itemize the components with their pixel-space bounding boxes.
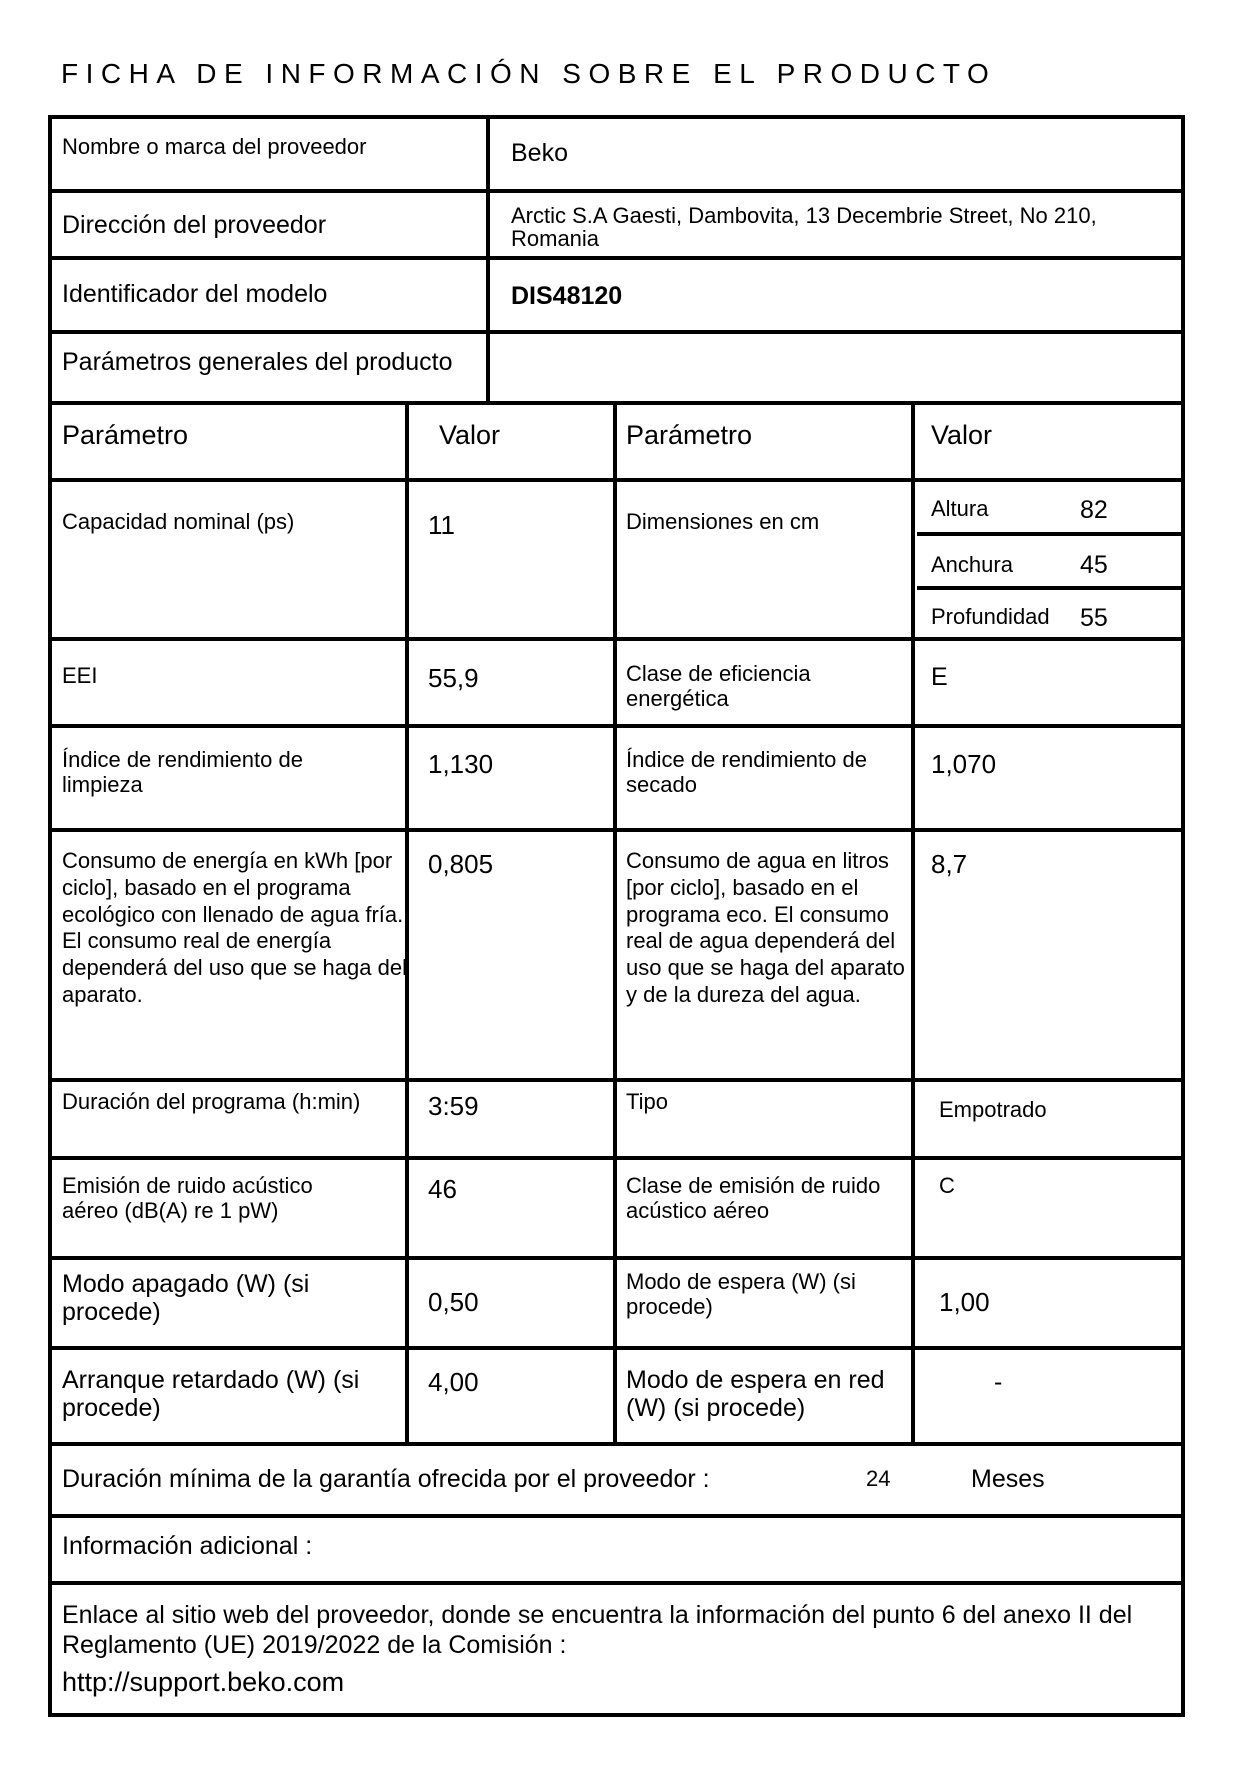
noise-class-value: C	[939, 1173, 955, 1198]
width-label: Anchura	[931, 552, 1013, 577]
depth-label: Profundidad	[931, 604, 1050, 629]
noise-class-label: Clase de emisión de ruido acústico aéreo	[626, 1173, 881, 1223]
sheet-title: FICHA DE INFORMACIÓN SOBRE EL PRODUCTO	[61, 58, 997, 89]
height-label: Altura	[931, 496, 989, 521]
height-value: 82	[1080, 496, 1108, 524]
standby-label: Modo de espera (W) (si procede)	[626, 1269, 856, 1319]
supplier-name-value: Beko	[511, 139, 568, 167]
row-divider	[48, 189, 1185, 193]
column-divider	[486, 115, 490, 405]
energy-class-value: E	[931, 663, 948, 691]
width-value: 45	[1080, 551, 1108, 579]
row-divider	[48, 1581, 1185, 1585]
network-standby-value: -	[994, 1368, 1003, 1396]
program-duration-value: 3:59	[428, 1091, 479, 1121]
off-mode-value: 0,50	[428, 1287, 479, 1317]
row-divider	[48, 330, 1185, 334]
table-border-top	[48, 115, 1185, 119]
type-value: Empotrado	[939, 1097, 1047, 1122]
noise-emission-value: 46	[428, 1174, 457, 1204]
warranty-value: 24	[866, 1466, 891, 1491]
header-value-right: Valor	[931, 420, 993, 450]
warranty-label: Duración mínima de la garantía ofrecida por el proveedor :	[62, 1465, 710, 1493]
eei-value: 55,9	[428, 663, 479, 693]
column-divider	[613, 401, 617, 1446]
warranty-unit: Meses	[971, 1465, 1045, 1493]
drying-performance-label: Índice de rendimiento de secado	[626, 747, 867, 797]
supplier-address-value: Arctic S.A Gaesti, Dambovita, 13 Decembrie Street, No 210, Romania	[511, 203, 1097, 252]
model-identifier-value: DIS48120	[511, 282, 623, 310]
table-border-left	[48, 115, 52, 1717]
water-consumption-label: Consumo de agua en litros [por ciclo], basado en el programa eco. El consumo real de agua dependerá del uso que se haga del aparato y de la dureza del agua.	[626, 848, 905, 1008]
type-label: Tipo	[626, 1089, 668, 1114]
drying-performance-value: 1,070	[931, 749, 997, 779]
delay-start-value: 4,00	[428, 1367, 479, 1397]
general-parameters-label: Parámetros generales del producto	[62, 348, 453, 376]
capacity-value: 11	[428, 510, 455, 540]
off-mode-label: Modo apagado (W) (si procede)	[62, 1270, 310, 1326]
energy-class-label: Clase de eficiencia energética	[626, 661, 811, 711]
delay-start-label: Arranque retardado (W) (si procede)	[62, 1366, 360, 1422]
network-standby-label: Modo de espera en red (W) (si procede)	[626, 1366, 885, 1422]
cleaning-performance-value: 1,130	[428, 749, 494, 779]
table-border-bottom	[48, 1713, 1185, 1717]
noise-emission-label: Emisión de ruido acústico aéreo (dB(A) re 1 pW)	[62, 1173, 313, 1223]
cleaning-performance-label: Índice de rendimiento de limpieza	[62, 747, 303, 797]
supplier-website-link[interactable]: http://support.beko.com	[62, 1667, 345, 1697]
capacity-label: Capacidad nominal (ps)	[62, 509, 295, 534]
row-divider	[48, 1514, 1185, 1518]
eei-label: EEI	[62, 663, 98, 688]
supplier-address-label: Dirección del proveedor	[62, 211, 327, 239]
depth-value: 55	[1080, 604, 1108, 632]
row-divider	[48, 256, 1185, 260]
header-parameter-right: Parámetro	[626, 420, 753, 450]
dimension-divider	[917, 586, 1185, 590]
dimensions-label: Dimensiones en cm	[626, 509, 820, 534]
water-consumption-value: 8,7	[931, 849, 968, 879]
energy-consumption-value: 0,805	[428, 849, 494, 879]
column-divider	[911, 401, 915, 1446]
supplier-website-text: Enlace al sitio web del proveedor, donde se encuentra la información del punto 6 del anexo II del Reglamento (UE) 2019/2022 de la Comisión :	[62, 1601, 1133, 1659]
model-identifier-label: Identificador del modelo	[62, 280, 328, 308]
header-value-left: Valor	[439, 420, 501, 450]
header-parameter-left: Parámetro	[62, 420, 189, 450]
additional-info-label: Información adicional :	[62, 1532, 313, 1560]
energy-consumption-label: Consumo de energía en kWh [por ciclo], basado en el programa ecológico con llenado de agua fría. El consumo real de energía dependerá del uso que se haga del aparato.	[62, 848, 407, 1008]
standby-value: 1,00	[939, 1287, 990, 1317]
dimension-divider	[917, 532, 1185, 536]
supplier-name-label: Nombre o marca del proveedor	[62, 134, 367, 159]
table-border-right	[1181, 115, 1185, 1717]
program-duration-label: Duración del programa (h:min)	[62, 1089, 361, 1114]
